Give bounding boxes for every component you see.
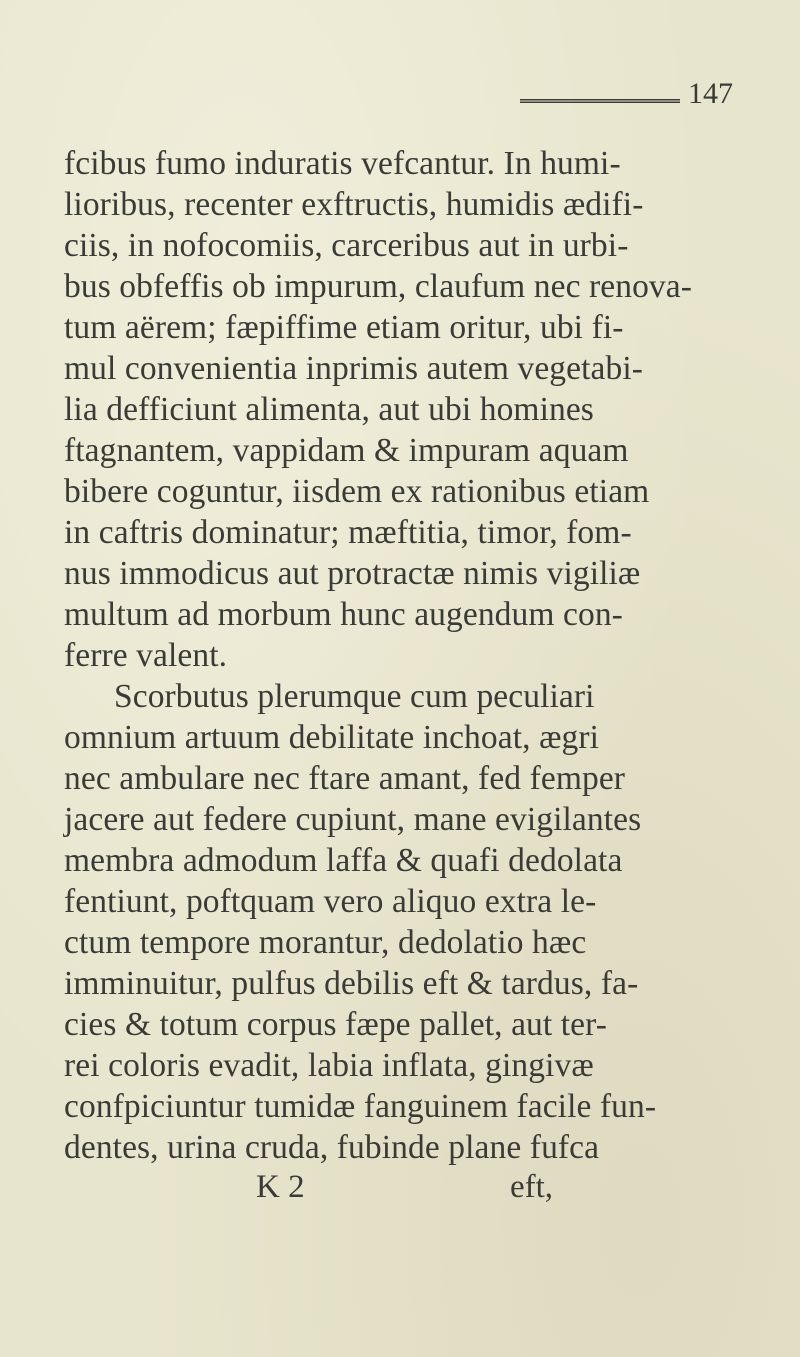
text-line: dentes, urina cruda, fubinde plane fufca	[64, 1129, 600, 1166]
text-line: fentiunt, poftquam vero aliquo extra le-	[64, 883, 597, 920]
text-line: rei coloris evadit, labia inflata, gingivæ	[64, 1047, 594, 1084]
text-line: lioribus, recenter exftructis, humidis ædifi-	[64, 186, 644, 223]
text-line: in caftris dominatur; mæftitia, timor, fom-	[64, 514, 632, 551]
text-line: jacere aut federe cupiunt, mane evigilantes	[64, 801, 642, 838]
page-number: 147	[688, 77, 733, 110]
text-line: ftagnantem, vappidam & impuram aquam	[64, 432, 629, 469]
header-rule	[520, 98, 680, 104]
catchword: eft,	[510, 1169, 554, 1205]
text-line: nus immodicus aut protractæ nimis vigiliæ	[64, 555, 641, 592]
text-line: Scorbutus plerumque cum peculiari	[114, 678, 595, 715]
text-line: multum ad morbum hunc augendum con-	[64, 596, 623, 633]
signature-mark: K 2	[256, 1169, 305, 1205]
text-line: membra admodum laffa & quafi dedolata	[64, 842, 623, 879]
text-line: ciis, in nofocomiis, carceribus aut in urbi-	[64, 227, 629, 264]
text-line: tum aërem; fæpiffime etiam oritur, ubi fi-	[64, 309, 624, 346]
text-line: ctum tempore morantur, dedolatio hæc	[64, 924, 587, 961]
text-line: mul convenientia inprimis autem vegetabi-	[64, 350, 644, 387]
text-line: confpiciuntur tumidæ fanguinem facile fun-	[64, 1088, 657, 1125]
text-line: lia defficiunt alimenta, aut ubi homines	[64, 391, 594, 428]
text-line: bus obfeffis ob impurum, claufum nec renova-	[64, 268, 693, 305]
text-line: nec ambulare nec ftare amant, fed femper	[64, 760, 626, 797]
text-line: cies & totum corpus fæpe pallet, aut ter-	[64, 1006, 607, 1043]
text-line: imminuitur, pulfus debilis eft & tardus, fa-	[64, 965, 639, 1002]
text-line: omnium artuum debilitate inchoat, ægri	[64, 719, 600, 756]
text-line: ferre valent.	[64, 637, 228, 674]
text-line: bibere coguntur, iisdem ex rationibus etiam	[64, 473, 650, 510]
text-line: fcibus fumo induratis vefcantur. In humi-	[64, 145, 621, 182]
